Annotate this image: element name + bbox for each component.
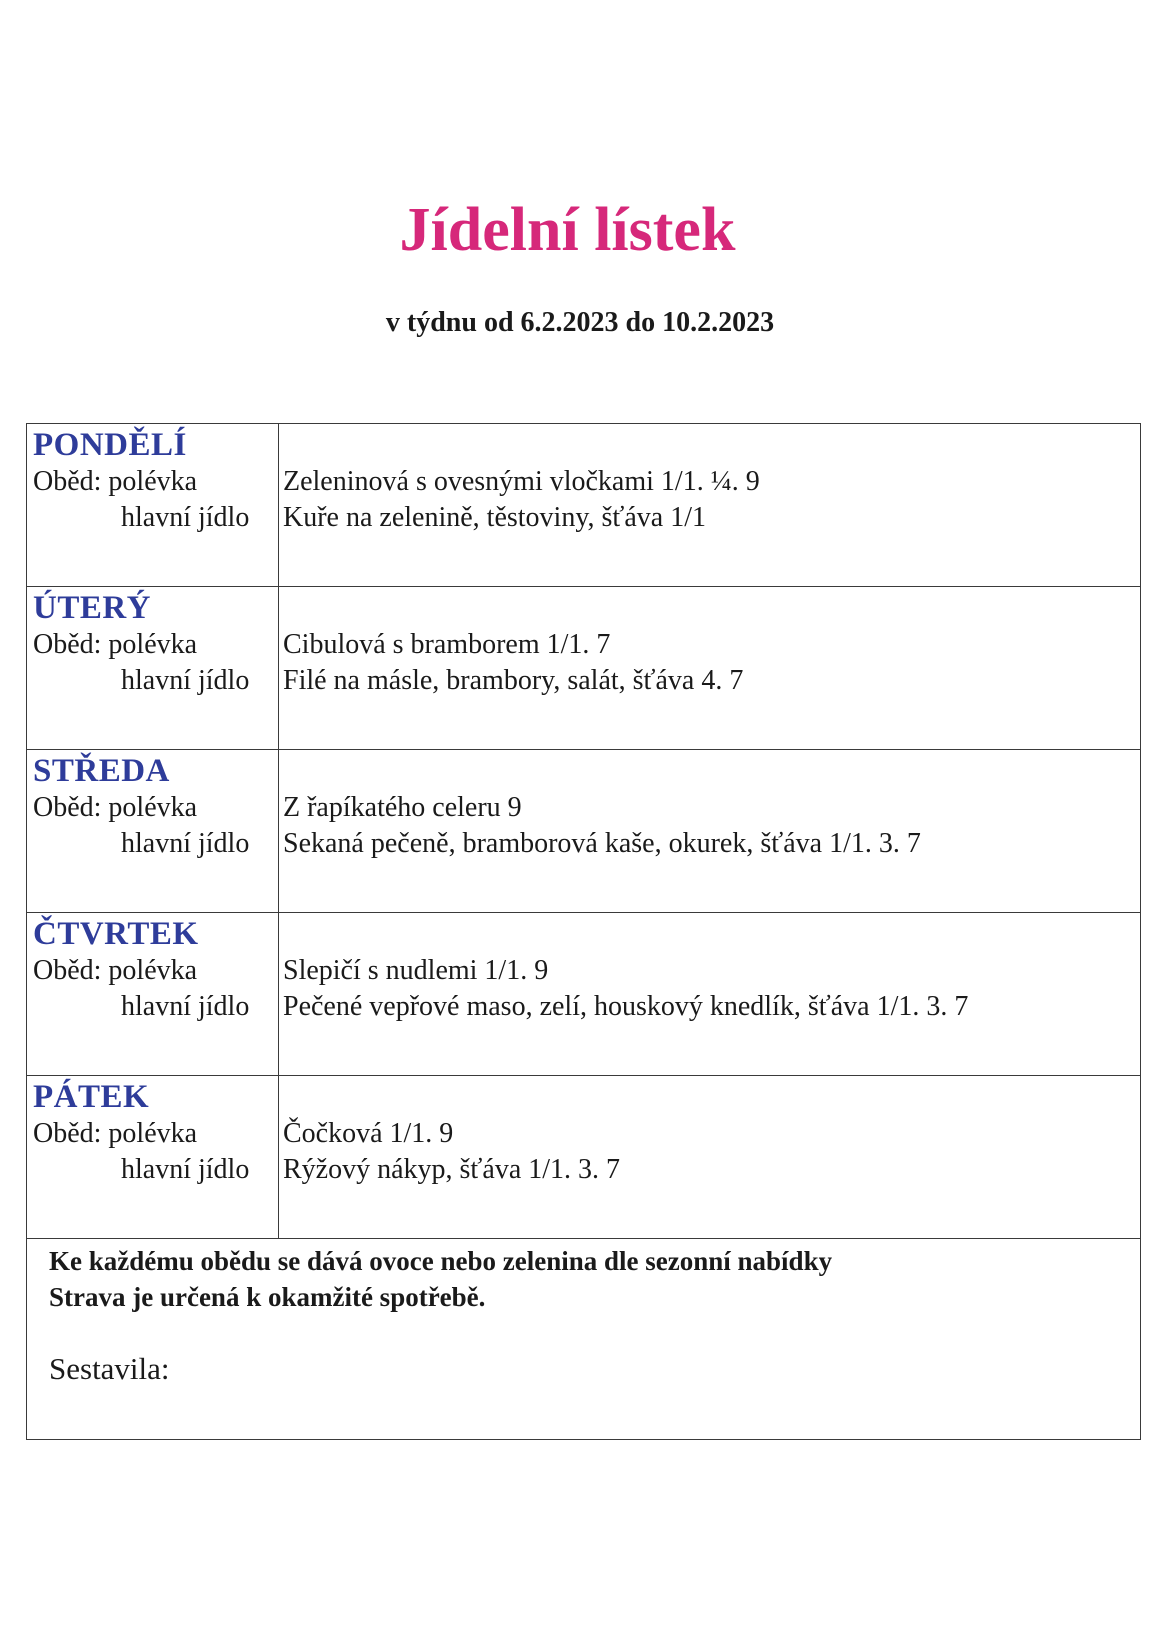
day-dishes-cell — [279, 750, 1141, 913]
day-name: STŘEDA — [33, 753, 170, 789]
day-label-cell — [27, 587, 279, 750]
consumption-note: Strava je určená k okamžité spotřebě. — [49, 1282, 486, 1312]
main-dish-label: hlavní jídlo — [121, 665, 250, 696]
day-name: PONDĚLÍ — [33, 427, 187, 463]
signed-by-label: Sestavila: — [49, 1351, 170, 1386]
footer-cell — [27, 1239, 1141, 1440]
soup-label: Oběd: polévka — [33, 792, 198, 823]
main-dish: Sekaná pečeně, bramborová kaše, okurek, šťáva 1/1. 3. 7 — [283, 828, 921, 859]
soup-dish: Zeleninová s ovesnými vločkami 1/1. ¼. 9 — [283, 466, 760, 497]
menu-table — [26, 423, 1141, 1440]
day-dishes-cell — [279, 424, 1141, 587]
soup-dish: Slepičí s nudlemi 1/1. 9 — [283, 955, 549, 986]
soup-label: Oběd: polévka — [33, 629, 198, 660]
soup-dish: Z řapíkatého celeru 9 — [283, 792, 522, 823]
main-dish: Pečené vepřové maso, zelí, houskový knedlík, šťáva 1/1. 3. 7 — [283, 991, 969, 1022]
day-dishes-cell — [279, 913, 1141, 1076]
soup-label: Oběd: polévka — [33, 466, 198, 497]
day-label-cell — [27, 1076, 279, 1239]
soup-dish: Cibulová s bramborem 1/1. 7 — [283, 629, 611, 660]
main-dish: Filé na másle, brambory, salát, šťáva 4. 7 — [283, 665, 744, 696]
day-row-wednesday — [27, 750, 1141, 913]
day-dishes-cell — [279, 1076, 1141, 1239]
day-label-cell — [27, 750, 279, 913]
soup-dish: Čočková 1/1. 9 — [283, 1118, 454, 1149]
main-dish: Rýžový nákyp, šťáva 1/1. 3. 7 — [283, 1154, 621, 1185]
day-label-cell — [27, 913, 279, 1076]
main-dish-label: hlavní jídlo — [121, 991, 250, 1022]
day-row-friday — [27, 1076, 1141, 1239]
soup-label: Oběd: polévka — [33, 1118, 198, 1149]
day-name: PÁTEK — [33, 1079, 150, 1115]
main-dish-label: hlavní jídlo — [121, 1154, 250, 1185]
main-dish-label: hlavní jídlo — [121, 828, 250, 859]
footer-row — [27, 1239, 1141, 1440]
day-row-monday — [27, 424, 1141, 587]
day-row-tuesday — [27, 587, 1141, 750]
day-dishes-cell — [279, 587, 1141, 750]
soup-label: Oběd: polévka — [33, 955, 198, 986]
day-name: ÚTERÝ — [33, 590, 152, 626]
main-dish: Kuře na zelenině, těstoviny, šťáva 1/1 — [283, 502, 707, 533]
page-title: Jídelní lístek — [399, 196, 736, 264]
day-label-cell — [27, 424, 279, 587]
week-range: v týdnu od 6.2.2023 do 10.2.2023 — [385, 307, 775, 338]
day-name: ČTVRTEK — [33, 916, 199, 952]
day-row-thursday — [27, 913, 1141, 1076]
main-dish-label: hlavní jídlo — [121, 502, 250, 533]
fruit-note: Ke každému obědu se dává ovoce nebo zelenina dle sezonní nabídky — [49, 1246, 833, 1276]
